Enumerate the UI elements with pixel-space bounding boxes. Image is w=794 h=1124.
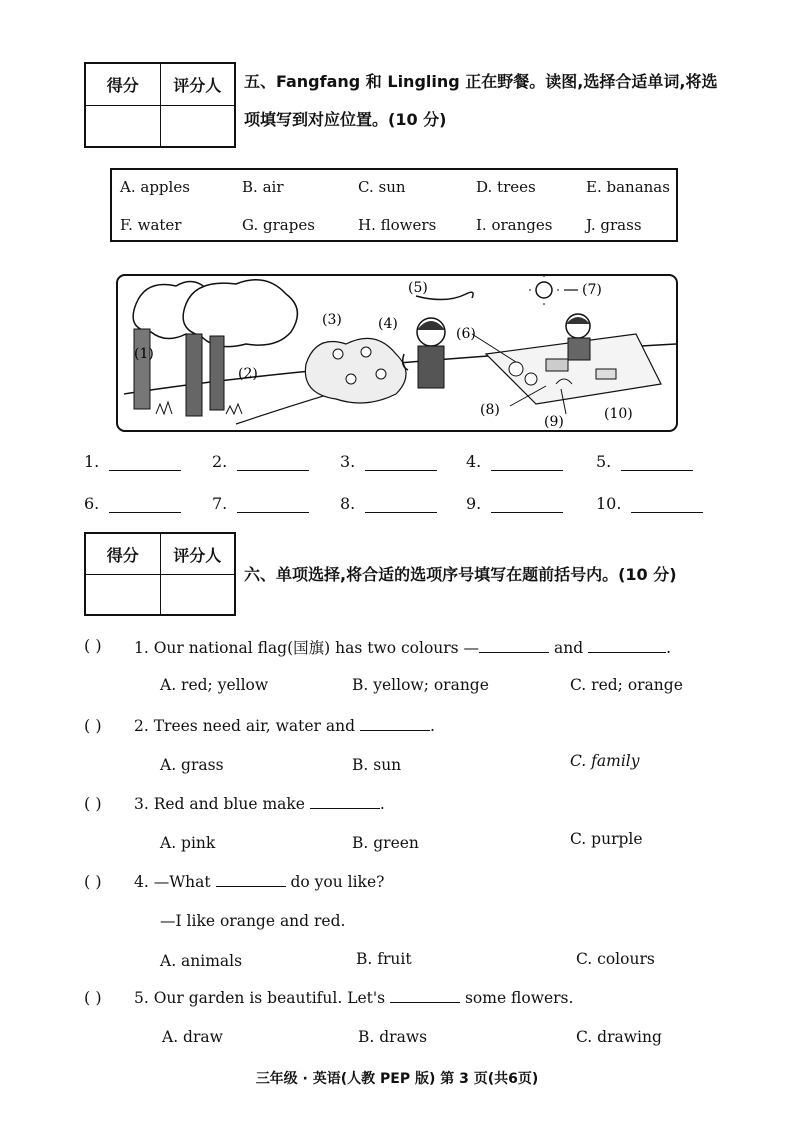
question-4: 4. —What do you like? <box>134 873 385 891</box>
blank-4[interactable]: 4. <box>466 452 563 471</box>
q4-choice-b[interactable]: B. fruit <box>356 950 412 968</box>
q2-choice-b[interactable]: B. sun <box>352 756 402 774</box>
question-2: 2. Trees need air, water and . <box>134 717 435 735</box>
answer-blanks-row2 <box>0 494 794 518</box>
answer-paren-4[interactable]: ( ) <box>84 872 102 891</box>
option-a: A. apples <box>120 178 190 196</box>
answer-paren-1[interactable]: ( ) <box>84 636 102 655</box>
option-g: G. grapes <box>242 216 315 234</box>
score-box-section6 <box>84 532 236 616</box>
section6-instruction: 六、单项选择,将合适的选项序号填写在题前括号内。(10 分) <box>244 565 677 584</box>
option-e: E. bananas <box>586 178 670 196</box>
answer-paren-2[interactable]: ( ) <box>84 716 102 735</box>
answer-blanks-row1 <box>0 452 794 476</box>
question-3: 3. Red and blue make . <box>134 795 385 813</box>
q5-choice-c[interactable]: C. drawing <box>576 1028 662 1046</box>
blank-8[interactable]: 8. <box>340 494 437 513</box>
picture-label-9: (9) <box>544 414 564 430</box>
option-c: C. sun <box>358 178 406 196</box>
picture-label-7: (7) <box>582 282 602 298</box>
blank-1[interactable]: 1. <box>84 452 181 471</box>
picture-label-5: (5) <box>408 280 428 296</box>
grader-label: 评分人 <box>173 545 222 565</box>
question-5: 5. Our garden is beautiful. Let's some flowers. <box>134 989 574 1007</box>
question-1: 1. Our national flag(国旗) has two colours — and . <box>134 639 671 657</box>
option-h: H. flowers <box>358 216 437 234</box>
blank-9[interactable]: 9. <box>466 494 563 513</box>
q1-choice-b[interactable]: B. yellow; orange <box>352 676 489 694</box>
score-cell[interactable] <box>86 575 161 615</box>
picture-label-4: (4) <box>378 316 398 332</box>
blank-2[interactable]: 2. <box>212 452 309 471</box>
picture-label-2: (2) <box>238 366 258 382</box>
score-label: 得分 <box>86 534 161 574</box>
q1-choice-c[interactable]: C. red; orange <box>570 676 683 694</box>
answer-paren-3[interactable]: ( ) <box>84 794 102 813</box>
q4-choice-a[interactable]: A. animals <box>160 952 243 970</box>
blank-6[interactable]: 6. <box>84 494 181 513</box>
picture-label-1: (1) <box>134 346 154 362</box>
q2-choice-a[interactable]: A. grass <box>160 756 224 774</box>
q3-choice-c[interactable]: C. purple <box>570 830 643 848</box>
option-i: I. oranges <box>476 216 553 234</box>
grader-cell[interactable] <box>161 106 235 147</box>
q4-choice-c[interactable]: C. colours <box>576 950 655 968</box>
grader-cell[interactable] <box>161 575 235 615</box>
q5-choice-a[interactable]: A. draw <box>162 1028 223 1046</box>
score-label: 得分 <box>86 64 161 105</box>
option-d: D. trees <box>476 178 536 196</box>
score-cell[interactable] <box>86 106 161 147</box>
q5-choice-b[interactable]: B. draws <box>358 1028 428 1046</box>
blank-5[interactable]: 5. <box>596 452 693 471</box>
picnic-illustration <box>116 274 678 432</box>
blank-7[interactable]: 7. <box>212 494 309 513</box>
picture-label-3: (3) <box>322 312 342 328</box>
option-j: J. grass <box>586 216 642 234</box>
q2-choice-c[interactable]: C. family <box>570 752 640 770</box>
q1-choice-a[interactable]: A. red; yellow <box>160 676 269 694</box>
q3-choice-a[interactable]: A. pink <box>160 834 216 852</box>
blank-3[interactable]: 3. <box>340 452 437 471</box>
flower-bush <box>305 338 406 403</box>
score-box-section5 <box>84 62 236 148</box>
question-4-response: —I like orange and red. <box>160 912 346 930</box>
option-f: F. water <box>120 216 182 234</box>
option-b: B. air <box>242 178 284 196</box>
picture-label-6: (6) <box>456 326 476 342</box>
grader-label: 评分人 <box>173 76 222 95</box>
picture-label-10: (10) <box>604 406 633 422</box>
word-options-box <box>110 168 678 242</box>
section5-instruction-line2: 项填写到对应位置。(10 分) <box>244 110 447 129</box>
blank-10[interactable]: 10. <box>596 494 703 513</box>
page-footer: 三年级 · 英语(人教 PEP 版) 第 3 页(共6页) <box>255 1071 539 1087</box>
answer-paren-5[interactable]: ( ) <box>84 988 102 1007</box>
picture-label-8: (8) <box>480 402 500 418</box>
q3-choice-b[interactable]: B. green <box>352 834 419 852</box>
section5-instruction-line1: 五、Fangfang 和 Lingling 正在野餐。读图,选择合适单词,将选 <box>244 72 718 91</box>
